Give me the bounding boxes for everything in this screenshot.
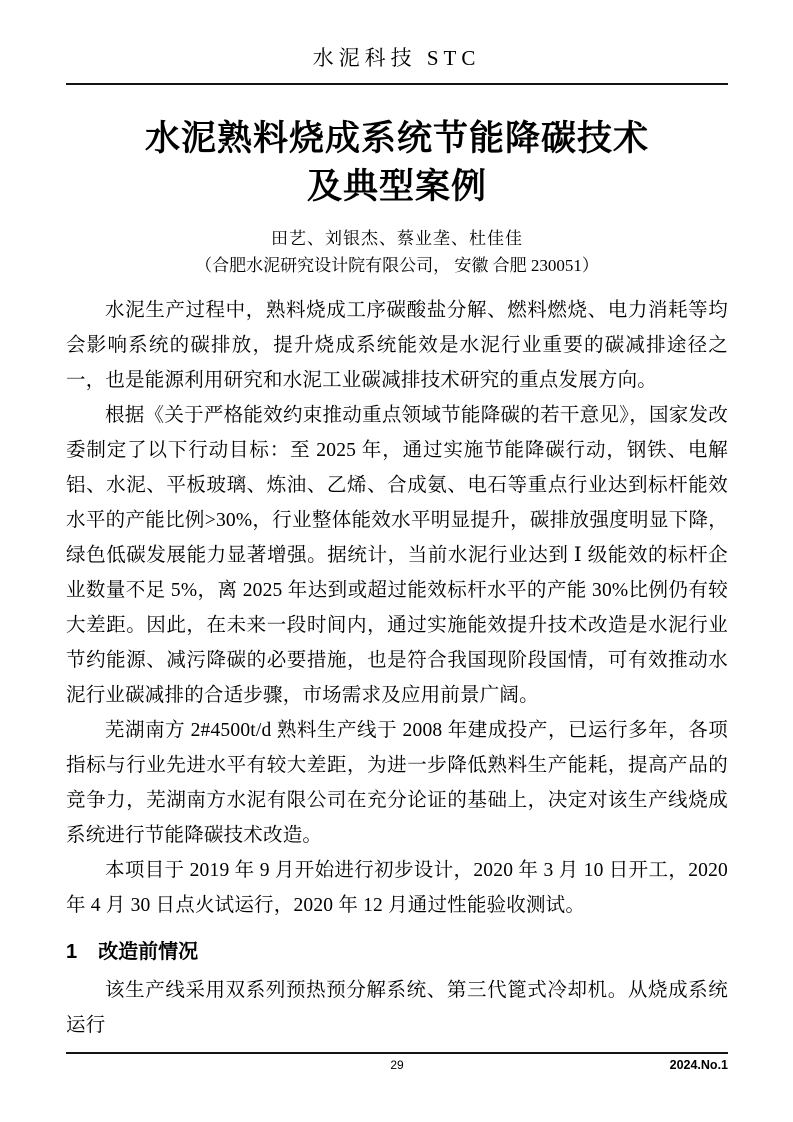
paragraphs-block <box>66 293 728 923</box>
footer-row <box>66 1054 728 1073</box>
authors-line: 田艺、刘银杰、蔡业垄、杜佳佳 <box>271 229 523 248</box>
article-title <box>66 115 728 211</box>
section-1-number: 1 <box>66 941 78 963</box>
paragraph-1: 水泥生产过程中，熟料烧成工序碳酸盐分解、燃料燃烧、电力消耗等均会影响系统的碳排放，提升烧成系统能效是水泥行业重要的碳减排途径之一，也是能源利用研究和水泥工业碳减排技术研究的重点发展方向。 <box>66 300 728 391</box>
article-title-line1: 水泥熟料烧成系统节能降碳技术 <box>144 119 649 158</box>
journal-header <box>0 0 793 71</box>
page-number: 29 <box>390 1058 404 1072</box>
journal-title: 水泥科技 STC <box>312 46 481 70</box>
header-divider <box>66 83 728 85</box>
paragraph-4: 本项目于 2019 年 9 月开始进行初步设计，2020 年 3 月 10 日开工，2020 年 4 月 30 日点火试运行，2020 年 12 月通过性能验收测试。 <box>66 860 728 916</box>
section-1-heading <box>66 937 728 967</box>
article-body <box>66 115 728 1043</box>
affiliation-line: （合肥水泥研究设计院有限公司， 安徽 合肥 230051） <box>195 256 599 275</box>
paragraph-2: 根据《关于严格能效约束推动重点领域节能降碳的若干意见》，国家发改委制定了以下行动目标：至 2025 年，通过实施节能降碳行动，钢铁、电解铝、水泥、平板玻璃、炼油、乙烯、合成氨、电石等重点行业达到标杆能效水平的产能比例>30%，行业整体能效水平明显提升，碳排放强度明显下降，绿色低碳发展能力显著增强。据统计，当前水泥行业达到 Ⅰ 级能效的标杆企业数量不足 5%，离 2025 年达到或超过能效标杆水平的产能 30%比例仍有较大差距。因此，在未来一段时间内，通过实施能效提升技术改造是水泥行业节约能源、减污降碳的必要措施，也是符合我国现阶段国情，可有效推动水泥行业碳减排的合适步骤，市场需求及应用前景广阔。 <box>66 405 728 706</box>
section-1-paragraph: 该生产线采用双系列预热预分解系统、第三代篦式冷却机。从烧成系统运行 <box>66 980 728 1036</box>
page-footer <box>66 1052 728 1073</box>
issue-label: 2024.No.1 <box>669 1058 728 1072</box>
paragraph-3: 芜湖南方 2#4500t/d 熟料生产线于 2008 年建成投产，已运行多年，各项指标与行业先进水平有较大差距，为进一步降低熟料生产能耗，提高产品的竞争力，芜湖南方水泥有限公司在充分论证的基础上，决定对该生产线烧成系统进行节能降碳技术改造。 <box>66 720 728 846</box>
article-title-line2: 及典型案例 <box>306 167 487 206</box>
section-1-title: 改造前情况 <box>98 941 199 963</box>
